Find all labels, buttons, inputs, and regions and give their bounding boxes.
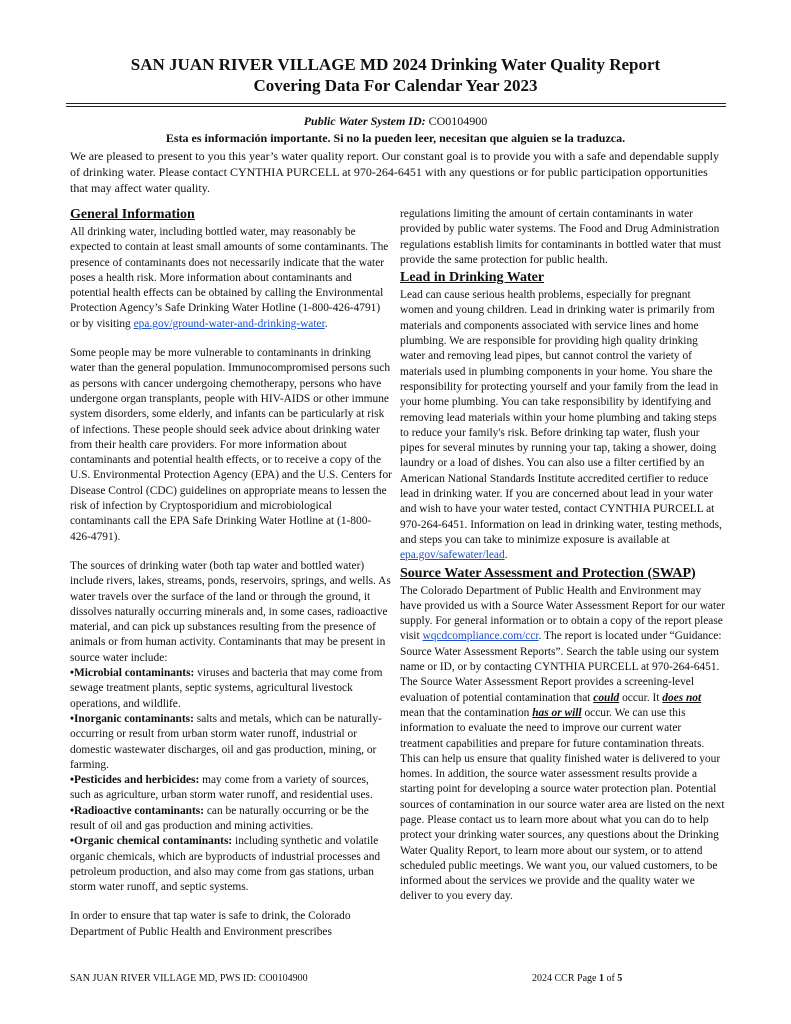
contaminant-item-pesticides [70,773,392,804]
could-emphasis: could [593,691,620,704]
general-paragraph-2: Some people may be more vulnerable to contaminants in drinking water than the general population. Immunocompromised persons such as persons with cancer undergoing chemotherapy, persons who have undergone organ transplants, people with HIV-AIDS or other immune system disorders, some elderly, and infants can be particularly at risk of infections. These people should seek advice about drinking water from their health care providers. For more information about contaminants and potential health effects, or to receive a copy of the U.S. Environmental Protection Agency (EPA) and the U.S. Centers for Disease Control (CDC) guidelines on appropriate means to lessen the risk of infection by Cryptosporidium and microbiological contaminants call the EPA Safe Drinking Water Hotline at (1-800-426-4791). [70,347,392,543]
report-title: SAN JUAN RIVER VILLAGE MD 2024 Drinking Water Quality Report [130,55,661,74]
title-divider-secondary [66,106,726,107]
general-paragraph-4: In order to ensure that tap water is safe to drink, the Colorado Department of Public Health and Environment prescribes [70,910,351,938]
right-column [400,207,725,905]
footer-page-prefix: 2024 CCR Page [532,973,599,984]
pws-label: Public Water System ID: [303,114,426,128]
contaminant-label: •Inorganic contaminants: [70,712,194,725]
footer-current-page: 1 [598,973,604,984]
pws-id: CO0104900 [428,114,488,128]
swap-text-4: mean that the contamination [400,706,533,719]
contaminant-label: •Radioactive contaminants: [70,804,205,817]
swap-text-1: The Colorado Department of Public Health and Environment may have provided us with a Source Water Assessment Report for our water supply. For general information or to obtain a copy of the report please visit [400,584,726,643]
general-paragraph-1 [70,225,392,332]
contaminant-desc: may come from a variety of sources, such as agriculture, urban storm water runoff, and residential uses. [70,774,373,802]
epa-drinking-water-link[interactable]: epa.gov/ground-water-and-drinking-water [133,317,325,330]
swap-text-2: . The report is located under “Guidance: Source Water Assessment Reports”. Search the table using our system name or ID, or by contacting CYNTHIA PURCELL at 970-264-6451. The Source Water Assessment Report provides a screening-level evaluation of potential contamination that [400,630,722,704]
general-p3-text: The sources of drinking water (both tap water and bottled water) include rivers, lakes, streams, ponds, reservoirs, springs, and wells. As water travels over the surface of the land or through the ground, it dissolves naturally occurring minerals and, in some cases, radioactive material, and can pick up substances resulting from the presence of animals or from human activity. Contaminants that may be present in source water include: [70,559,391,664]
lead-heading: Lead in Drinking Water [400,270,545,286]
general-paragraph-4-continued: regulations limiting the amount of certain contaminants in water provided by public water systems. The Food and Drug Administration regulations establish limits for contaminants in bottled water that must provide the same protection for public health. [400,208,722,266]
footer-of: of [603,973,618,984]
has-or-will-emphasis: has or will [532,706,582,719]
lead-paragraph [400,288,725,563]
intro-paragraph: We are pleased to present to you this year’s water quality report. Our constant goal is to provide you with a safe and dependable supply of drinking water. Please contact CYNTHIA PURCELL at 970-264-6451 with any questions or for public participation opportunities that may affect water quality. [70,149,719,195]
epa-lead-link[interactable]: epa.gov/safewater/lead [400,549,505,562]
does-not-emphasis: does not [662,691,702,704]
contaminant-desc: including synthetic and volatile organic chemicals, which are byproducts of industrial processes and petroleum production, and also may come from gas stations, urban storm water runoff, and septic systems. [70,835,381,894]
general-info-heading: General Information [70,207,195,222]
contaminant-label: •Organic chemical contaminants: [70,835,233,848]
footer-system-id: SAN JUAN RIVER VILLAGE MD, PWS ID: CO0104900 [70,973,308,984]
swap-heading: Source Water Assessment and Protection (SWAP) [400,565,696,581]
general-paragraph-3 [70,559,392,896]
contaminant-label: •Pesticides and herbicides: [70,774,200,787]
footer-page-number [532,973,622,985]
lead-end: . [504,549,508,562]
contaminant-label: •Microbial contaminants: [70,667,195,680]
contaminant-item-radioactive [70,804,392,835]
spanish-notice: Esta es información importante. Si no la pueden leer, necesitan que alguien se la traduzca. [165,131,626,145]
contaminant-desc: viruses and bacteria that may come from sewage treatment plants, septic systems, agricultural livestock operations, and wildlife. [70,667,383,710]
footer-total-pages: 5 [617,973,623,984]
general-p1-text: All drinking water, including bottled water, may reasonably be expected to contain at least small amounts of some contaminants. The presence of contaminants does not necessarily indicate that the water poses a health risk. More information about contaminants and potential health effects can be obtained by calling the Environmental Protection Agency’s Safe Drinking Water Hotline (1-800-426-4791) or by visiting [70,226,389,330]
left-column [70,206,392,940]
swap-text-3: occur. It [619,691,663,704]
wqcd-compliance-link[interactable]: wqcdcompliance.com/ccr [422,630,539,643]
report-subtitle: Covering Data For Calendar Year 2023 [253,76,538,95]
swap-text-5: occur. We can use this information to evaluate the need to improve our current water treatment capabilities and prepare for future contamination threats. This can help us ensure that quality finished water is delivered to your homes. In addition, the source water assessment results provide a starting point for developing a source water protection plan. Potential sources of contamination in our source water area are listed on the next page. Please contact us to learn more about what you can do to help protect your drinking water sources, any questions about the Drinking Water Quality Report, to learn more about our system, or to attend scheduled public meetings. We want you, our valued customers, to be informed about the services we provide and the quality water we deliver to you every day. [400,706,725,903]
contaminant-desc: salts and metals, which can be naturally-occurring or result from urban storm water runoff, industrial or domestic wastewater discharges, oil and gas production, mining, or farming. [70,712,382,771]
lead-text: Lead can cause serious health problems, especially for pregnant women and young children. Lead in drinking water is primarily from materials and components associated with service lines and home plumbing. We are responsible for providing high quality drinking water and removing lead pipes, but cannot control the variety of materials used in plumbing components in your home. You share the responsibility for protecting yourself and your family from the lead in your home plumbing. You can take responsibility by identifying and removing lead materials within your home plumbing and taking steps to reduce your family's risk. Before drinking tap water, flush your pipes for several minutes by running your tap, taking a shower, doing laundry or a load of dishes. You can also use a filter certified by an American National Standards Institute accredited certifier to reduce lead in drinking water. If you are concerned about lead in your water and wish to have your water tested, contact CYNTHIA PURCELL at 970-264-6451. Information on lead in drinking water, testing methods, and steps you can take to minimize exposure is available at [400,289,722,546]
contaminant-desc: can be naturally occurring or be the result of oil and gas production and mining activities. [70,804,369,832]
contaminant-item-inorganic [70,712,392,773]
general-p1-end: . [324,317,328,330]
contaminant-item-microbial [70,666,392,712]
contaminant-item-organic [70,834,392,895]
swap-paragraph [400,584,725,905]
title-divider [66,103,726,104]
public-water-system-id [0,114,791,128]
